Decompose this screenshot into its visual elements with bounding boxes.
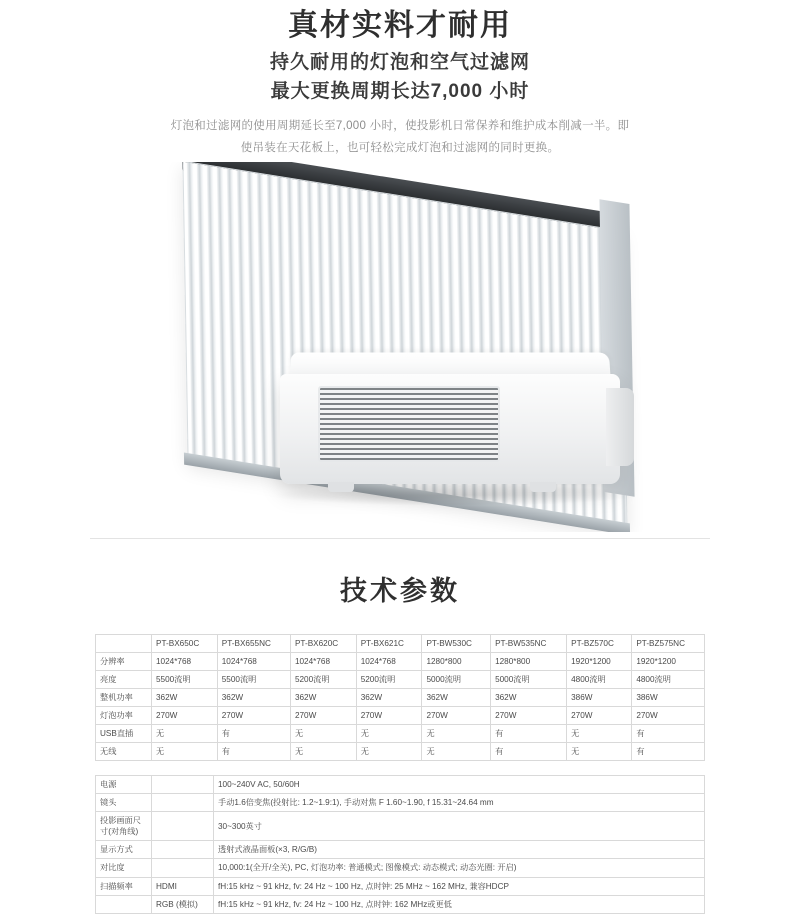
table-cell: 无	[152, 743, 218, 761]
general-spec-table	[95, 775, 705, 914]
table-cell: 386W	[632, 688, 705, 706]
table-cell: 1920*1200	[567, 652, 632, 670]
spec-key: 投影画面尺寸(对角线)	[96, 812, 152, 841]
spec-subkey	[152, 812, 214, 841]
table-cell: 无	[290, 743, 356, 761]
table-cell: 1920*1200	[632, 652, 705, 670]
spec-value: 手动1.6倍变焦(投射比: 1.2~1.9:1), 手动对焦 F 1.60~1.90, f 15.31~24.64 mm	[214, 794, 705, 812]
page-title: 真材实料才耐用	[288, 9, 512, 42]
table-cell: 5200流明	[356, 670, 422, 688]
table-cell: 5200流明	[290, 670, 356, 688]
table-cell: 无	[356, 743, 422, 761]
spec-value: 30~300英寸	[214, 812, 705, 841]
table-cell: 1280*800	[491, 652, 567, 670]
projector-vent-grille	[318, 386, 500, 462]
spec-value: 透射式液晶面板(×3, R/G/B)	[214, 841, 705, 859]
spec-tables	[95, 634, 705, 914]
column-header: PT-BX650C	[152, 634, 218, 652]
table-cell: 5000流明	[422, 670, 491, 688]
table-cell: 362W	[422, 688, 491, 706]
table-cell: 有	[217, 743, 290, 761]
column-header: PT-BW530C	[422, 634, 491, 652]
table-cell: 无	[422, 743, 491, 761]
row-label: 灯泡功率	[96, 706, 152, 724]
table-cell: 362W	[491, 688, 567, 706]
spec-subkey	[152, 776, 214, 794]
table-cell: 270W	[290, 706, 356, 724]
column-header: PT-BZ575NC	[632, 634, 705, 652]
table-cell: 无	[567, 743, 632, 761]
table-row	[96, 725, 705, 743]
spec-subkey: RGB (模拟)	[152, 895, 214, 913]
table-cell: 270W	[567, 706, 632, 724]
spec-subkey	[152, 794, 214, 812]
spec-value: 10,000:1(全开/全关), PC, 灯泡功率: 普通模式; 图像模式: 动态模式; 动态光圈: 开启)	[214, 859, 705, 877]
table-row	[96, 652, 705, 670]
table-cell: 362W	[356, 688, 422, 706]
hero-description: 灯泡和过滤网的使用周期延长至7,000 小时，使投影机日常保养和维护成本削减一半。即使吊装在天花板上，也可轻松完成灯泡和过滤网的同时更换。	[170, 120, 630, 154]
hero-subtitle-2: 最大更换周期长达7,000 小时	[270, 80, 530, 102]
hero-section	[0, 0, 800, 160]
table-row	[96, 812, 705, 841]
table-cell: 1024*768	[290, 652, 356, 670]
table-cell: 4800流明	[632, 670, 705, 688]
spec-key: 镜头	[96, 794, 152, 812]
table-cell: 362W	[290, 688, 356, 706]
table-cell: 无	[290, 725, 356, 743]
table-cell: 5000流明	[491, 670, 567, 688]
spec-value: fH:15 kHz ~ 91 kHz, fv: 24 Hz ~ 100 Hz, 点时钟: 162 MHz或更低	[214, 895, 705, 913]
table-row	[96, 688, 705, 706]
table-cell: 有	[632, 743, 705, 761]
table-cell: 无	[152, 725, 218, 743]
table-cell: 有	[632, 725, 705, 743]
table-cell: 270W	[491, 706, 567, 724]
hero-subtitle-1: 持久耐用的灯泡和空气过滤网	[269, 52, 530, 73]
table-row	[96, 794, 705, 812]
table-cell: 1024*768	[356, 652, 422, 670]
table-cell: 有	[491, 725, 567, 743]
table-cell: 有	[491, 743, 567, 761]
table-cell: 270W	[152, 706, 218, 724]
row-label: 分辨率	[96, 652, 152, 670]
table-cell: 5500流明	[152, 670, 218, 688]
projector-image	[280, 352, 630, 512]
table-cell: 270W	[422, 706, 491, 724]
column-header: PT-BZ570C	[567, 634, 632, 652]
spec-key	[96, 895, 152, 913]
row-label: 亮度	[96, 670, 152, 688]
product-visual	[0, 162, 800, 532]
table-cell: 1024*768	[152, 652, 218, 670]
table-cell: 270W	[632, 706, 705, 724]
table-row	[96, 859, 705, 877]
spec-value: fH:15 kHz ~ 91 kHz, fv: 24 Hz ~ 100 Hz, 点时钟: 25 MHz ~ 162 MHz, 兼容HDCP	[214, 877, 705, 895]
table-cell: 1024*768	[217, 652, 290, 670]
table-cell: 270W	[217, 706, 290, 724]
column-header: PT-BW535NC	[491, 634, 567, 652]
table-cell: 1280*800	[422, 652, 491, 670]
table-row	[96, 670, 705, 688]
spec-subkey: HDMI	[152, 877, 214, 895]
table-row	[96, 776, 705, 794]
table-row	[96, 895, 705, 913]
table-cell: 270W	[356, 706, 422, 724]
spec-section-title: 技术参数	[340, 575, 460, 606]
column-header: PT-BX621C	[356, 634, 422, 652]
table-cell: 无	[356, 725, 422, 743]
row-label: 无线	[96, 743, 152, 761]
section-divider	[90, 538, 710, 539]
spec-value: 100~240V AC, 50/60H	[214, 776, 705, 794]
table-row	[96, 877, 705, 895]
row-label: 整机功率	[96, 688, 152, 706]
projector-foot-left	[328, 482, 354, 492]
table-header-row	[96, 634, 705, 652]
table-corner-cell	[96, 634, 152, 652]
spec-subkey	[152, 859, 214, 877]
table-row	[96, 841, 705, 859]
table-cell: 386W	[567, 688, 632, 706]
table-cell: 362W	[152, 688, 218, 706]
spec-key: 显示方式	[96, 841, 152, 859]
spec-key: 电源	[96, 776, 152, 794]
column-header: PT-BX655NC	[217, 634, 290, 652]
table-cell: 5500流明	[217, 670, 290, 688]
spec-subkey	[152, 841, 214, 859]
column-header: PT-BX620C	[290, 634, 356, 652]
table-cell: 无	[567, 725, 632, 743]
spec-key: 对比度	[96, 859, 152, 877]
projector-side-panel	[606, 388, 634, 466]
table-cell: 362W	[217, 688, 290, 706]
table-cell: 无	[422, 725, 491, 743]
table-cell: 4800流明	[567, 670, 632, 688]
table-row	[96, 743, 705, 761]
model-comparison-table	[95, 634, 705, 761]
row-label: USB直插	[96, 725, 152, 743]
table-cell: 有	[217, 725, 290, 743]
spec-key: 扫描频率	[96, 877, 152, 895]
table-row	[96, 706, 705, 724]
projector-foot-right	[530, 482, 556, 492]
